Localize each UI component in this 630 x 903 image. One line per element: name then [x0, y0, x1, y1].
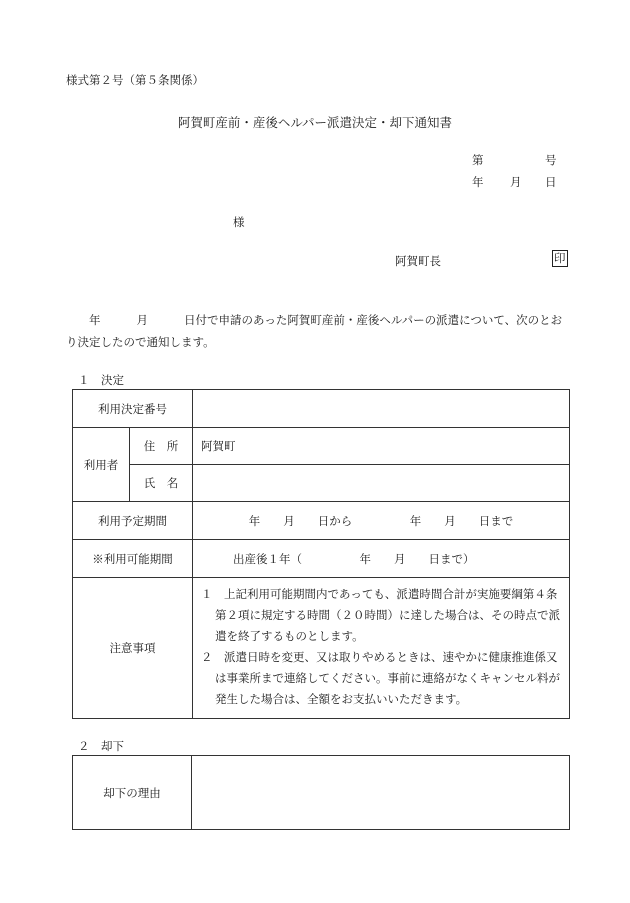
body-month: 月 — [136, 313, 148, 327]
reason-label: 却下の理由 — [73, 756, 192, 830]
section2-heading: ２ 却下 — [78, 739, 124, 753]
form-number: 様式第２号（第５条関係） — [66, 73, 204, 87]
number-suffix: 号 — [545, 153, 557, 167]
date-year: 年 — [472, 175, 484, 189]
section1-heading: １ 決定 — [78, 373, 124, 387]
note-item: １ 上記利用可能期間内であっても、派遣時間合計が実施要綱第４条第２項に規定する時間（２０時間）に達した場合は、その時点で派遣を終了するものとします。 — [201, 587, 560, 643]
seal-mark: 印 — [554, 251, 566, 265]
name-value — [193, 465, 570, 502]
decision-number-value — [193, 390, 570, 428]
possible-period-value: 出産後１年（ 年 月 日まで） — [193, 540, 570, 578]
document-title: 阿賀町産前・産後ヘルパー派遣決定・却下通知書 — [177, 115, 453, 130]
period-label: 利用予定期間 — [73, 502, 193, 540]
name-label: 氏 名 — [130, 465, 193, 502]
possible-period-label: ※利用可能期間 — [73, 540, 193, 578]
notes-label: 注意事項 — [73, 578, 193, 719]
body-paragraph — [66, 309, 572, 353]
address-value: 阿賀町 — [193, 428, 570, 465]
period-value: 年 月 日から 年 月 日まで — [193, 502, 570, 540]
date-month: 月 — [510, 175, 522, 189]
decision-table — [72, 389, 570, 719]
sender-name: 阿賀町長 — [395, 254, 441, 268]
decision-number-label: 利用決定番号 — [73, 390, 193, 428]
user-label: 利用者 — [73, 428, 130, 502]
reason-value — [192, 756, 570, 830]
body-text: 日付で申請のあった阿賀町産前・産後ヘルパーの派遣について、次のとおり決定したので通知します。 — [66, 313, 563, 349]
date-day: 日 — [545, 175, 557, 189]
note-item: ２ 派遣日時を変更、又は取りやめるときは、速やかに健康推進係又は事業所まで連絡してください。事前に連絡がなくキャンセル料が発生した場合は、全額をお支払いいただきます。 — [201, 650, 560, 706]
notes-cell — [193, 578, 570, 719]
rejection-table — [72, 755, 570, 830]
addressee-suffix: 様 — [233, 215, 245, 229]
number-label: 第 — [472, 153, 484, 167]
body-year: 年 — [89, 313, 101, 327]
address-label: 住 所 — [130, 428, 193, 465]
